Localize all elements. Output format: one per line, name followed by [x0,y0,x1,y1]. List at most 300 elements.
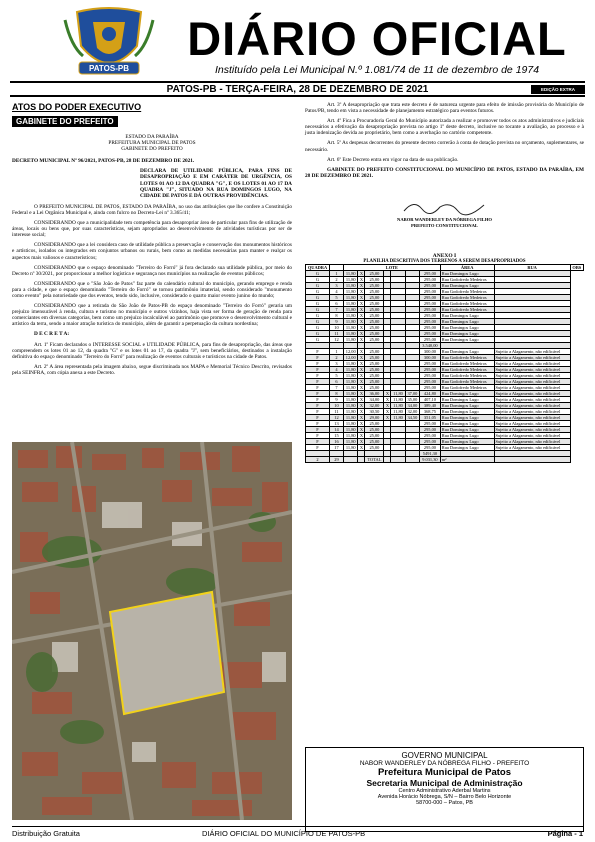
closing-statement: GABINETE DO PREFEITO CONSTITUCIONAL DO MUNICÍPIO DE PATOS, ESTADO DA PARAÍBA, EM 28 DE DEZEMBRO DE 2021. [305,166,584,179]
table-cell: 11 [330,331,344,337]
table-cell: Rua Domingos Lugo [440,313,494,319]
col-rua: RUA [494,265,570,271]
table-cell: Sujeito a Alagamento, não edificável [494,385,570,391]
table-cell: Rua Domingos Lugo [440,319,494,325]
table-cell: G [306,313,330,319]
table-cell: 25,00 [365,373,384,379]
table-cell: X [359,409,364,414]
table-cell: 25,00 [365,421,384,427]
table-cell: 11,80 [344,367,358,373]
table-cell: G [306,307,330,313]
table-cell: Rua Godofredo Medeiros [440,361,494,367]
table-cell: F [306,349,330,355]
table-row [306,349,584,355]
table-cell: 17 [330,445,344,451]
table-cell: X [359,385,364,390]
heading-state: ESTADO DA PARAÍBA [125,134,179,140]
table-cell: 11,80 [344,391,358,397]
gov-centro: Centro Administrativo Aderbal Martins [398,788,491,794]
table-cell: F [306,427,330,433]
table-cell: X [359,439,364,444]
gov-secretaria: Secretaria Municipal de Administração [366,778,523,788]
lots-table [305,264,584,463]
table-cell: 25,00 [365,355,384,361]
table-cell: m² [440,457,494,463]
table-cell: 11,80 [344,319,358,325]
decree-ementa: DECLARA DE UTILIDADE PÚBLICA, PARA FINS DE DESAPROPRIAÇÃO E EM CARÁTER DE URGÊNCIA, OS LOTES 01 AO 12 DA QUADRA "G", E OS LOTES 01 AO 17 DA QUADRA "J", SITUADO NA RUA DOMINGOS LUGO, NA CIDADE DE PATOS E DÁ OUTRAS PROVIDÊNCIAS. [140,168,292,199]
table-cell: Rua Domingos Lugo [440,439,494,445]
table-cell: Sujeito a Alagamento, não edificável [494,439,570,445]
heading-prefeitura: PREFEITURA MUNICIPAL DE PATOS [108,140,196,147]
article-2: Art. 2º A área representada pela imagem abaixo, segue discriminada nos MAPA e Memorial Técnico Descrito, revisados pela SEINFRA, com cópia anexa a este Decreto. [12,363,292,376]
annex-title: ANEXO I [432,253,457,259]
table-cell: 12 [330,337,344,343]
table-cell: Sujeito a Alagamento, não edificável [494,361,570,367]
table-cell: 36,00 [365,391,384,397]
table-row [306,397,584,403]
table-row [306,391,584,397]
table-cell: 11,80 [344,433,358,439]
table-cell: 2 [330,277,344,283]
table-cell: 11,80 [344,415,358,421]
table-cell: Sujeito a Alagamento, não edificável [494,379,570,385]
newspaper-title: DIÁRIO OFICIAL [187,12,567,65]
table-cell: 300,00 [420,355,441,361]
table-cell: F [306,379,330,385]
table-cell: 10 [330,403,344,409]
table-cell: 11,80 [344,325,358,331]
table-cell: Rua Domingos Lugo [440,325,494,331]
table-cell: 25,00 [365,307,384,313]
table-cell: Sujeito a Alagamento, não edificável [494,349,570,355]
table-cell: 5491,30 [420,451,441,457]
article-6: Art. 6º Este Decreto entra em vigor na data de sua publicação. [327,156,459,163]
table-cell: F [306,397,330,403]
table-cell: F [306,421,330,427]
table-cell: G [306,271,330,277]
table-cell: F [306,361,330,367]
table-cell: G [306,331,330,337]
table-cell: X [359,373,364,378]
city-crest-icon [63,6,155,80]
table-cell: F [306,409,330,415]
table-cell: 424,80 [420,391,441,397]
table-cell: 15 [330,433,344,439]
table-cell: 11,80 [344,403,358,409]
table-cell: X [359,325,364,330]
table-cell: 7 [330,385,344,391]
table-cell: 11,80 [344,379,358,385]
table-row [306,361,584,367]
table-row [306,379,584,385]
table-cell: 351,05 [420,415,441,421]
table-cell: 29 [330,457,344,463]
annex-table-section [305,253,584,463]
table-cell: X [385,409,389,414]
table-cell: Rua Godofredo Medeiros [440,385,494,391]
edition-badge: EDIÇÃO EXTRA [531,85,585,94]
table-cell: 295,00 [420,385,441,391]
table-cell: 25,00 [365,433,384,439]
table-cell: 11,80 [344,397,358,403]
table-cell: X [359,433,364,438]
table-cell: F [306,403,330,409]
table-cell [494,457,570,463]
table-cell: Rua Godofredo Medeiros [440,307,494,313]
signer-name: NABOR WANDERLEY DA NÓBREGA FILHO [397,216,492,222]
table-cell: X [359,397,364,402]
table-cell: G [306,319,330,325]
table-cell: 11,80 [344,373,358,379]
table-cell: 11,80 [344,445,358,451]
table-cell: X [359,421,364,426]
table-cell: Sujeito a Alagamento, não edificável [494,415,570,421]
table-cell: 295,00 [420,271,441,277]
table-cell: F [306,355,330,361]
paragraph-considerando-5: CONSIDERANDO que a retirada do São João de Patos-PB do espaço denominado "Terreiro do Forró" geraria um prejuízo imensurável à renda, cultura e turismo no município e outros vizinhos, haja vista ser forma de geração de renda para comerciantes em diversas categorias, bem como um prejuízo incalculável ao patrimônio que promove o desenvolvimento cultural e artístico da terra, sendo a maior atração turística do município, além de garantir a perpetuação da cultura nordestina; [12,303,292,328]
table-cell: 295,00 [420,289,441,295]
table-cell: Rua Godofredo Medeiros [440,277,494,283]
table-cell: 34,50 [405,415,419,421]
table-cell: X [385,415,389,420]
table-cell: G [306,283,330,289]
gov-address: Avenida Horácio Nóbrega, S/N – Bairro Belo Horizonte [377,794,512,800]
table-cell: 11,80 [344,295,358,301]
table-cell: 11,80 [344,421,358,427]
table-cell: 295,00 [420,283,441,289]
annex-subtitle: PLANILHA DESCRITIVA DOS TERRENOS A SEREM DESAPROPRIADOS [363,259,526,264]
table-cell: Rua Domingos Lugo [440,445,494,451]
table-cell: 11,80 [391,397,405,403]
table-cell: 8 [330,391,344,397]
table-cell: X [359,277,364,282]
table-cell: 13 [330,421,344,427]
dateline-text: PATOS-PB - TERÇA-FEIRA, 28 DE DEZEMBRO DE 2021 [166,84,429,95]
table-cell: G [306,277,330,283]
table-cell: Rua Domingos Lugo [440,271,494,277]
table-cell: 295,00 [420,307,441,313]
table-cell: 11,80 [344,289,358,295]
table-cell: 295,00 [420,439,441,445]
table-cell: F [306,367,330,373]
table-cell: 34,00 [365,397,384,403]
paragraph-considerando-3: CONSIDERANDO que o espaço denominado "Terreiro do Forró" já fora declarado sua utilidade pública, por meio do Decreto nº 30/2021, por proporcionar a melhor logística e segurança nos municípios na realização de eventos públicos; [12,264,292,277]
section-title: ATOS DO PODER EXECUTIVO [12,102,142,112]
table-row [306,439,584,445]
table-cell: 12,00 [344,355,358,361]
table-cell: 295,00 [420,337,441,343]
table-cell: 11,80 [344,427,358,433]
table-cell: 9 [330,319,344,325]
table-cell: Sujeito a Alagamento, não edificável [494,391,570,397]
article-1: Art. 1º Ficam declarados o INTERESSE SOCIAL e UTILIDADE PÚBLICA, para fins de desapropriação, das áreas que compreendem os lotes 01 ao 12, da quadra "G" e os lotes 01 ao 17, da quadra "J", sem beneficiários, destinados a instalação definitiva do espaço denominado "Terreiro do Forró" para realização de eventos culturais e turísticos na cidade de Patos. [12,341,292,360]
table-cell: G [306,337,330,343]
table-cell: 34,00 [405,403,419,409]
table-cell: 25,00 [365,331,384,337]
table-cell: 295,00 [420,361,441,367]
table-cell: X [359,331,364,336]
table-cell: X [359,379,364,384]
table-cell: Rua Domingos Lugo [440,421,494,427]
signer-role: PREFEITO CONSTITUCIONAL [411,223,478,229]
table-cell: 30,50 [365,409,384,415]
table-cell: X [359,319,364,324]
table-cell: 12,00 [344,349,358,355]
table-cell: 4 [330,367,344,373]
table-cell: 407,10 [420,397,441,403]
table-cell: G [306,295,330,301]
table-cell: Sujeito a Alagamento, não edificável [494,427,570,433]
table-cell [405,457,419,463]
table-cell: X [359,403,364,408]
table-cell: 10 [330,325,344,331]
table-row [306,367,584,373]
table-cell: 35,00 [405,397,419,403]
article-5: Art. 5º As despesas decorrentes do presente decreto correrão à conta de dotação prevista no orçamento, suplementares, se necessário. [305,140,584,153]
table-cell: 368,75 [420,409,441,415]
table-cell [391,457,405,463]
table-cell: 295,00 [420,325,441,331]
table-cell: 25,00 [365,439,384,445]
table-cell: 2 [330,355,344,361]
table-cell: TOTAL [365,457,384,463]
table-row [306,445,584,451]
table-cell: F [306,445,330,451]
table-cell: Sujeito a Alagamento, não edificável [494,421,570,427]
table-cell: 1 [330,349,344,355]
table-cell: Rua Domingos Lugo [440,433,494,439]
table-cell: 5 [330,295,344,301]
table-cell: 14 [330,427,344,433]
table-cell: X [359,337,364,342]
table-cell: X [385,391,389,396]
col-quadra: QUADRA [306,265,330,271]
table-cell: 11,80 [344,277,358,283]
table-cell: 11,80 [344,271,358,277]
table-cell: X [359,313,364,318]
table-cell: 25,00 [365,271,384,277]
decree-body-right [305,102,584,229]
table-row [306,421,584,427]
table-cell: 295,00 [420,313,441,319]
table-cell: 295,00 [420,445,441,451]
table-cell: X [359,415,364,420]
table-cell: 295,00 [420,301,441,307]
table-cell: Rua Domingos Lugo [440,391,494,397]
table-cell: 25,00 [365,313,384,319]
table-cell: G [306,301,330,307]
table-row [306,385,584,391]
gov-heading: GOVERNO MUNICIPAL [401,751,488,760]
table-cell: 11,80 [344,307,358,313]
table-row [306,373,584,379]
table-cell: 25,00 [365,277,384,283]
table-row [306,415,584,421]
table-cell: Rua Domingos Lugo [440,349,494,355]
col-lote: LOTE [344,265,441,271]
table-cell: 11,80 [344,301,358,307]
table-cell: 6 [330,301,344,307]
table-cell: Sujeito a Alagamento, não edificável [494,403,570,409]
table-cell: X [359,355,364,360]
table-cell: Rua Domingos Lugo [440,415,494,421]
table-row [306,433,584,439]
table-cell: 11,80 [391,403,405,409]
table-cell: 11,80 [344,439,358,445]
table-cell: 37,00 [405,391,419,397]
table-row [306,409,584,415]
footer-page-number: Página - 1 [547,829,583,838]
gov-cep: 58700-000 – Patos, PB [416,800,473,806]
paragraph-considerando-1: CONSIDERANDO que a municipalidade tem competência para desapropriar área de particular para fins de utilização de áreas, locais ou bens que, por suas características, sejam apropriados ao desenvolvimento de atividades turísticas por ser de interesse social; [12,220,292,239]
table-cell: X [359,367,364,372]
table-cell: X [359,295,364,300]
newspaper-subtitle: Instituído pela Lei Municipal N.º 1.081/74 de 11 de dezembro de 1974 [214,64,540,76]
table-cell: 11,80 [344,409,358,415]
table-cell: 9 [330,397,344,403]
table-cell: Rua Godofredo Medeiros [440,367,494,373]
table-cell: 11,80 [391,409,405,415]
table-cell: 389,40 [420,403,441,409]
table-cell: F [306,433,330,439]
table-cell: 3 [330,361,344,367]
table-cell: Sujeito a Alagamento, não edificável [494,433,570,439]
col-area: ÁREA [440,265,494,271]
table-cell: 11,80 [344,361,358,367]
table-cell: Rua Godofredo Medeiros [440,355,494,361]
table-cell: 295,00 [420,373,441,379]
table-cell: Rua Domingos Lugo [440,397,494,403]
decree-number: DECRETO MUNICIPAL Nº 96/2021, PATOS-PB, 28 DE DEZEMBRO DE 2021. [12,158,195,165]
table-row [306,427,584,433]
table-cell: 25,00 [365,379,384,385]
table-cell: Rua Godofredo Medeiros [440,379,494,385]
table-cell: 295,00 [420,331,441,337]
article-4: Art. 4º Fica a Procuradoria Geral do Município autorizada a realizar e promover todos os atos administrativos e judiciais necessários a efetivação da desapropriação prevista no artigo 1º deste decreto, inclusive no tocante a avaliação, ao processo e à justa indenização devida ao proprietário, bem como a averbação no cartório competente. [305,118,584,137]
dateline-bar [10,81,585,97]
table-cell: 295,00 [420,295,441,301]
table-cell: 3 [330,283,344,289]
table-cell: X [359,361,364,366]
table-cell: X [359,301,364,306]
table-cell: 25,00 [365,337,384,343]
table-cell: Sujeito a Alagamento, não edificável [494,367,570,373]
table-cell: 11,80 [344,337,358,343]
table-cell: G [306,325,330,331]
table-cell: 6 [330,379,344,385]
table-cell: 295,00 [420,421,441,427]
table-cell: 25,00 [365,349,384,355]
table-cell: 2 [306,457,330,463]
table-cell: 295,00 [420,379,441,385]
decreta-heading: D E C R E T A: [34,331,70,338]
gov-prefeitura: Prefeitura Municipal de Patos [377,767,512,778]
table-cell: 1 [330,271,344,277]
table-cell: X [385,397,389,402]
table-cell: F [306,391,330,397]
gov-mayor: NABOR WANDERLEY DA NÓBREGA FILHO - PREFEITO [359,760,530,767]
aerial-photo [12,442,292,820]
table-row [306,457,584,463]
table-cell: Rua Godofredo Medeiros [440,295,494,301]
table-cell: 25,00 [365,385,384,391]
table-cell: X [359,271,364,276]
footer-center: DIÁRIO OFICIAL DO MUNICÍPIO DE PATOS-PB [202,829,366,838]
table-cell: Rua Godofredo Medeiros [440,289,494,295]
table-cell: G [306,289,330,295]
table-cell: 11,80 [344,331,358,337]
table-cell: 29,00 [365,415,384,421]
table-cell: 3.540,00 [420,343,441,349]
table-cell: F [306,385,330,391]
article-3: Art. 3º A desapropriação que trata este decreto é de natureza urgente para efeito de imissão provisória do Município de Patos/PB, tendo em vista a necessidade de planejamento estratégico para eventos futuros. [305,102,584,115]
table-cell: X [385,403,389,408]
col-obs: OBS [570,265,583,271]
table-cell: 16 [330,439,344,445]
table-cell: 11 [330,409,344,415]
table-cell: Sujeito a Alagamento, não edificável [494,445,570,451]
crest-label: PATOS-PB [88,64,130,73]
table-cell: 8 [330,313,344,319]
table-cell: 11,80 [391,391,405,397]
heading-gabinete: GABINETE DO PREFEITO [121,146,183,153]
table-cell: X [359,427,364,432]
table-row [306,355,584,361]
table-cell [384,457,391,463]
table-cell: 7 [330,307,344,313]
table-cell: Sujeito a Alagamento, não edificável [494,355,570,361]
table-row [306,403,584,409]
table-cell: 25,00 [365,319,384,325]
table-cell: 295,00 [420,277,441,283]
table-cell: Rua Domingos Lugo [440,331,494,337]
footer-left: Distribuição Gratuita [12,829,80,838]
table-cell: X [359,445,364,450]
table-cell: 25,00 [365,325,384,331]
table-cell: X [359,283,364,288]
table-cell: Sujeito a Alagamento, não edificável [494,409,570,415]
paragraph-considerando-2: CONSIDERANDO que a lei considera caso de utilidade pública a preservação e conservação dos monumentos históricos e artísticos, isolados ou integrados em conjuntos urbanos ou rurais, bem como as medidas necessárias para manter e realçar os aspectos mais valiosos e característicos; [12,242,292,261]
table-cell: 11,80 [391,415,405,421]
table-cell: X [359,349,364,354]
table-cell: 25,00 [365,289,384,295]
table-cell: Rua Domingos Lugo [440,427,494,433]
table-cell: 25,00 [365,367,384,373]
signature-mark [400,197,490,217]
table-cell: 32,00 [365,403,384,409]
table-cell: 11,80 [344,385,358,391]
paragraph-considerando-4: CONSIDERANDO que o "São João de Patos" faz parte do calendário cultural do município, gerando emprego e renda para a cidade, e que o espaço denominado "Terreiro do Forró" se tornou patrimônio imaterial, sendo considerado "monumento como evento" pela notoriedade que dos eventos, tendo sido, inclusive, considerado o quarto maior evento junino do mundo; [12,280,292,299]
table-cell: 25,00 [365,283,384,289]
table-cell: Rua Domingos Lugo [440,283,494,289]
table-cell: 25,00 [365,427,384,433]
table-cell: 11,80 [344,313,358,319]
table-cell: X [359,289,364,294]
table-cell [358,457,365,463]
table-cell: Rua Domingos Lugo [440,403,494,409]
table-cell: 5 [330,373,344,379]
table-cell: 11,80 [344,283,358,289]
page-footer [12,826,583,838]
table-cell: X [359,391,364,396]
table-cell: F [306,439,330,445]
table-cell: 295,00 [420,433,441,439]
table-cell: 25,00 [365,361,384,367]
table-cell: Rua Godofredo Medeiros [440,373,494,379]
table-cell: 25,00 [365,301,384,307]
table-cell: 9.031,30 [420,457,441,463]
table-cell: F [306,373,330,379]
